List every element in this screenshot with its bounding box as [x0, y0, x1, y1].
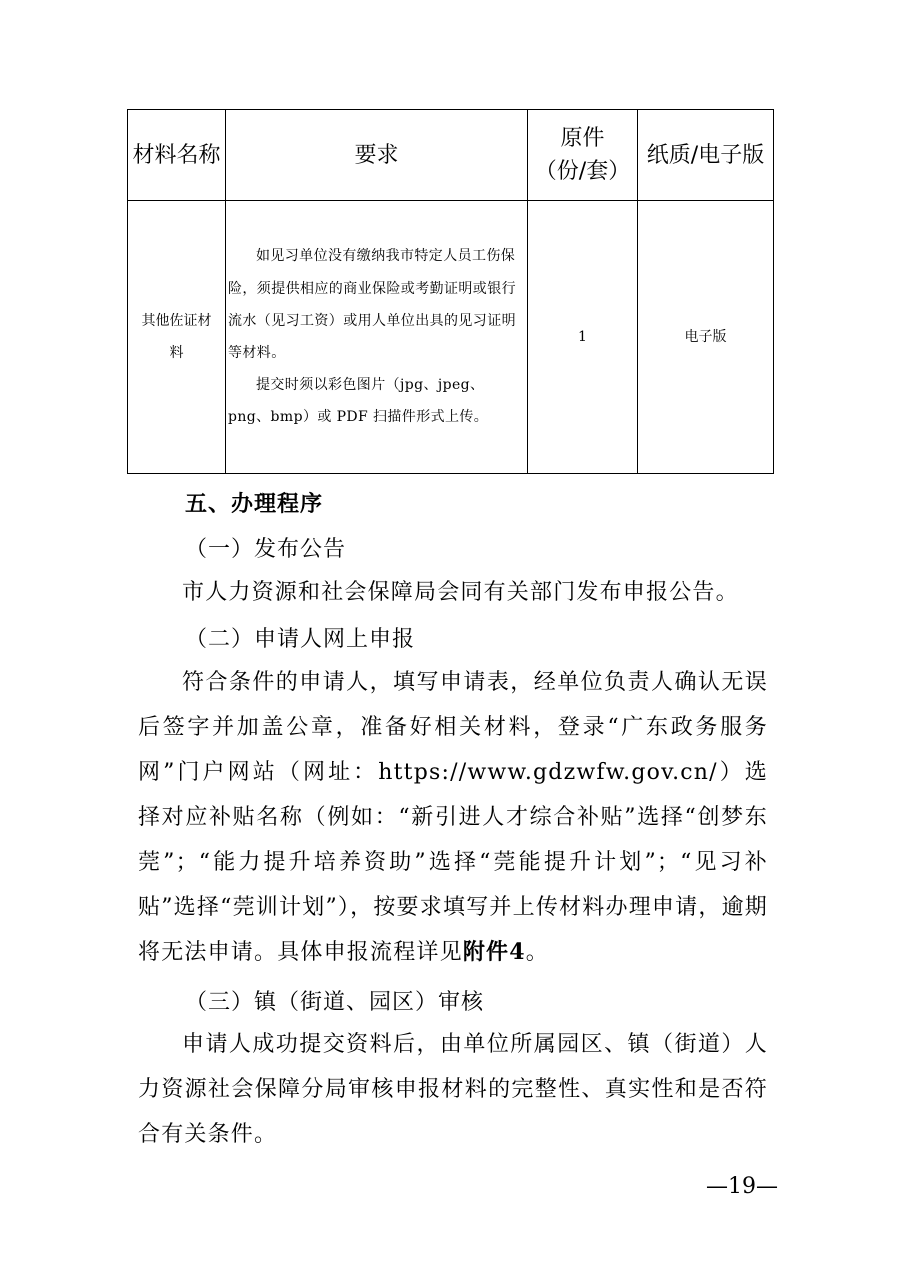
header-original: 原件 [560, 126, 605, 151]
material-name-line2: 料 [169, 345, 184, 361]
material-name-cell [128, 201, 226, 474]
requirement-cell [226, 201, 528, 474]
subsection-text-2 [138, 660, 768, 975]
header-copies: （份/套） [534, 159, 631, 184]
subsection-text-1: 市人力资源和社会保障局会同有关部门发布申报公告。 [182, 580, 739, 605]
subsection-text-2-end: 。 [525, 940, 549, 965]
header-material-name: 材料名称 [128, 110, 226, 201]
table-header-row [128, 110, 774, 201]
header-requirement: 要求 [226, 110, 528, 201]
subsection-title-2: （二）申请人网上申报 [185, 627, 416, 652]
material-name-line1: 其他佐证材 [141, 312, 212, 329]
subsection-text-2-body: 符合条件的申请人，填写申请表，经单位负责人确认无误后签字并加盖公章，准备好相关材料，登录“广东政务服务网”门户网站（网址：https://www.gdzwfw.gov.cn/）选择对应补贴名称（例如：“新引进人才综合补贴”选择“创梦东莞”；“能力提升培养资助”选择“莞能提升计划”；“见习补贴”选择“莞训计划”），按要求填写并上传材料办理申请，逾期将无法申请。具体申报流程详见 [138, 670, 768, 965]
subsection-title-1: （一）发布公告 [185, 537, 347, 562]
requirement-text-2: 提交时须以彩色图片（jpg、jpeg、png、bmp）或 PDF 扫描件形式上传。 [228, 377, 489, 426]
table-row [128, 201, 774, 474]
header-original-count [528, 110, 638, 201]
attachment-ref: 附件4 [462, 939, 526, 965]
header-format: 纸质/电子版 [638, 110, 774, 201]
page-number: —19— [706, 1174, 778, 1199]
requirement-text-1: 如见习单位没有缴纳我市特定人员工伤保险，须提供相应的商业保险或考勤证明或银行流水（见习工资）或用人单位出具的见习证明等材料。 [228, 248, 516, 361]
count-cell: 1 [528, 201, 638, 474]
subsection-text-3: 申请人成功提交资料后，由单位所属园区、镇（街道）人力资源社会保障分局审核申报材料的完整性、真实性和是否符合有关条件。 [138, 1032, 768, 1147]
section-heading: 五、办理程序 [185, 492, 324, 517]
subsection-title-3: （三）镇（街道、园区）审核 [185, 990, 485, 1015]
format-cell: 电子版 [638, 201, 774, 474]
materials-table [127, 109, 774, 474]
